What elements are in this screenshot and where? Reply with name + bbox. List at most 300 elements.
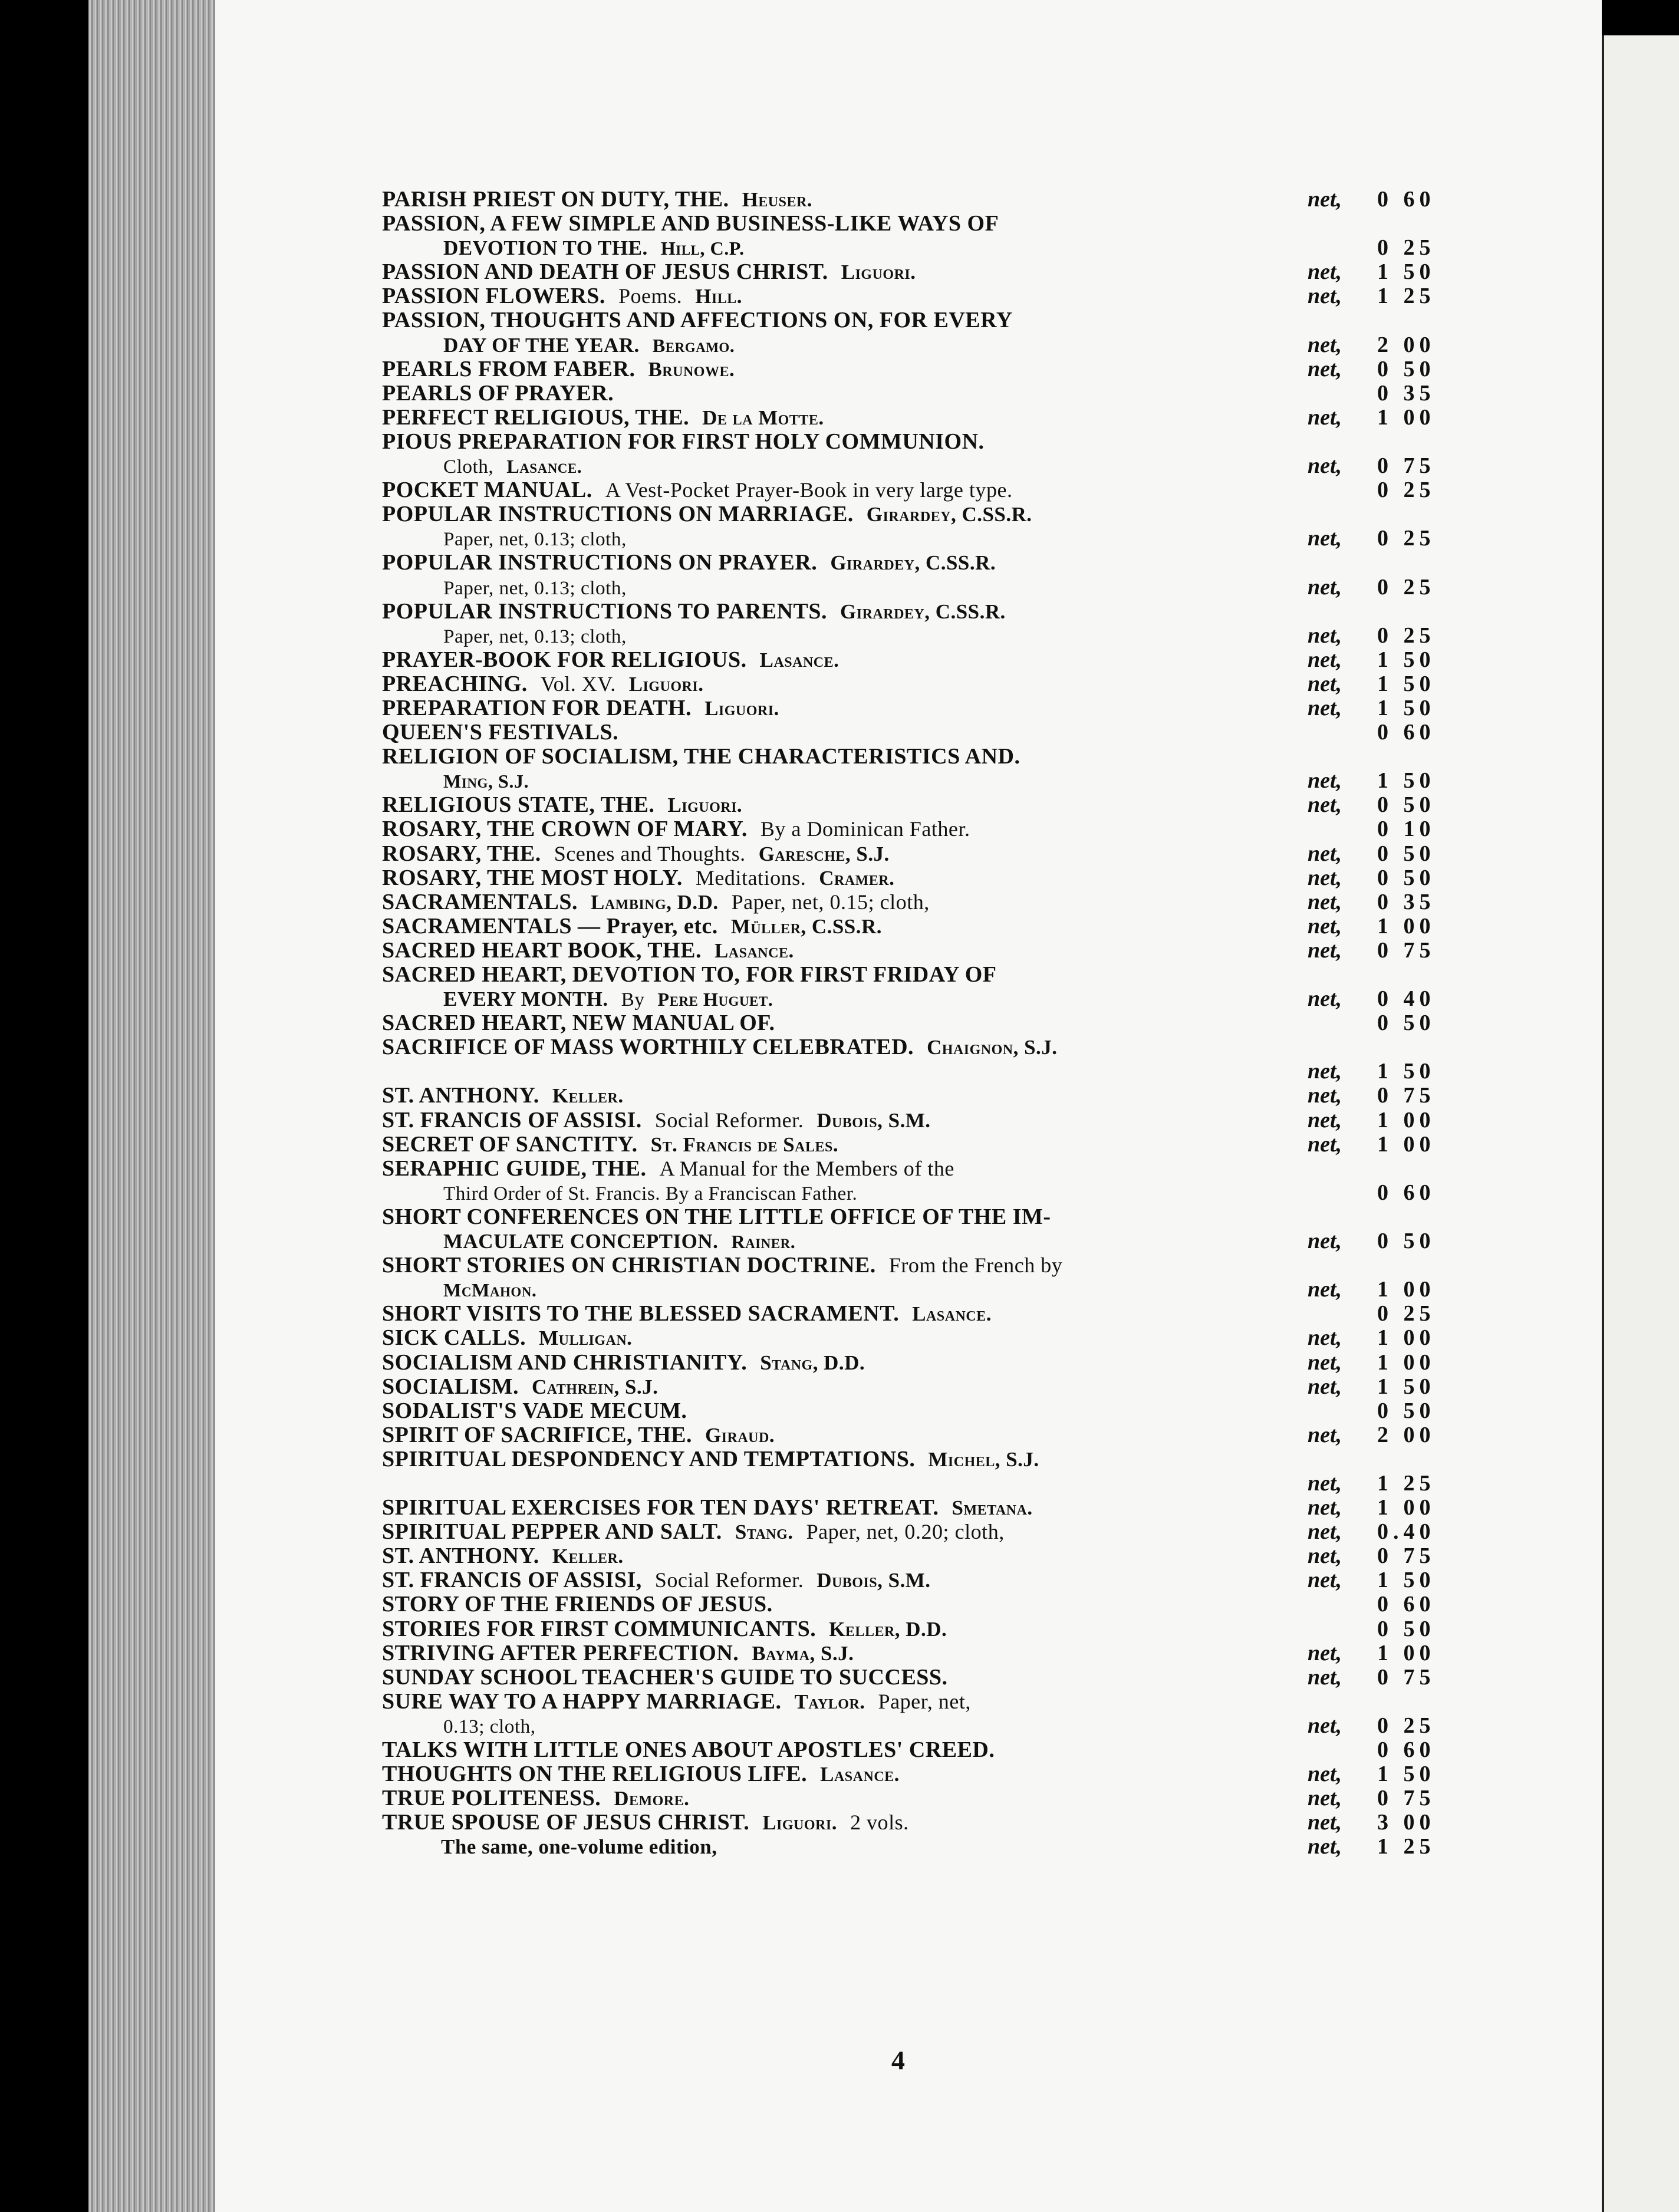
entry-title: EVERY MONTH.	[443, 988, 608, 1011]
entry-net-label: net,	[1308, 1834, 1342, 1859]
entry-net-label: net,	[1308, 1762, 1342, 1787]
entry-price: 0 50	[1377, 1010, 1436, 1036]
book-page-edges	[88, 0, 215, 2212]
entry-note: Vol. XV.	[540, 672, 616, 696]
entry-price: 1 50	[1377, 671, 1436, 696]
entry-price: 2 00	[1377, 332, 1436, 357]
entry-net-label: net,	[1308, 1470, 1342, 1496]
entry-text	[382, 1641, 854, 1665]
entry-author: Ming, S.J.	[443, 771, 529, 792]
entry-price: 0 60	[1377, 720, 1436, 745]
catalog-entry	[382, 695, 1436, 720]
entry-title: PEARLS FROM FABER.	[382, 356, 636, 381]
entry-author: Keller.	[552, 1084, 624, 1108]
entry-price: 1 00	[1377, 1131, 1436, 1157]
entry-author: Dubois, S.M.	[817, 1108, 931, 1132]
catalog-entry	[382, 1616, 1436, 1641]
entry-author: Cramer.	[819, 866, 895, 890]
catalog-entry	[382, 1690, 1425, 1714]
entry-title: RELIGIOUS STATE, THE.	[382, 792, 655, 818]
entry-title: PREACHING.	[382, 671, 528, 696]
catalog-entry	[382, 1131, 1436, 1157]
entry-price: 0 25	[1377, 235, 1436, 261]
catalog-entry	[382, 332, 1436, 357]
entry-net-label: net,	[1308, 1640, 1342, 1665]
entry-price: 1 25	[1377, 284, 1436, 309]
entry-title: SACRAMENTALS — Prayer, etc.	[382, 913, 718, 939]
entry-note: Cloth,	[443, 456, 494, 478]
entry-title: ST. ANTHONY.	[382, 1543, 539, 1569]
entry-price: 1 50	[1377, 647, 1436, 672]
entry-text	[443, 454, 582, 479]
entry-author: Liguori.	[667, 794, 743, 817]
catalog-entry	[382, 187, 1436, 212]
entry-title: ST. FRANCIS OF ASSISI.	[382, 1107, 642, 1133]
entry-price: 0 25	[1377, 478, 1436, 503]
catalog-entry	[382, 1010, 1436, 1036]
entry-title: ROSARY, THE CROWN OF MARY.	[382, 817, 748, 842]
entry-net-label: net,	[1308, 623, 1342, 648]
entry-net-label: net,	[1308, 1277, 1342, 1302]
entry-author: Brunowe.	[648, 357, 735, 381]
entry-price: 1 25	[1377, 1470, 1436, 1496]
entry-price: 1 00	[1377, 913, 1436, 939]
entry-title: SACRIFICE OF MASS WORTHILY CELEBRATED.	[382, 1035, 914, 1060]
entry-title: SPIRITUAL PEPPER AND SALT.	[382, 1519, 722, 1545]
entry-price: 0 75	[1377, 1664, 1436, 1690]
entry-author: Lambing, D.D.	[591, 890, 719, 914]
catalog-entry	[382, 1349, 1436, 1375]
entry-title: PASSION, A FEW SIMPLE AND BUSINESS-LIKE WAYS OF	[382, 211, 999, 236]
entry-title: TALKS WITH LITTLE ONES ABOUT APOSTLES' CREED.	[382, 1737, 995, 1762]
entry-price: 0 50	[1377, 356, 1436, 381]
entry-net-label: net,	[1308, 889, 1342, 914]
entry-note: A Manual for the Members of the	[659, 1156, 954, 1180]
entry-text	[443, 987, 773, 1012]
entry-text	[382, 1302, 992, 1326]
catalog-entry	[382, 1713, 1436, 1738]
catalog-entry	[382, 1786, 1436, 1811]
catalog-entry	[382, 963, 1425, 987]
entry-author: Cathrein, S.J.	[532, 1375, 659, 1398]
entry-text	[382, 1084, 624, 1108]
entry-price: 0 60	[1377, 187, 1436, 212]
entry-price: 0 25	[1377, 623, 1436, 648]
entry-text	[382, 1133, 838, 1157]
entry-price: 0 60	[1377, 1180, 1436, 1205]
entry-net-label: net,	[1308, 1519, 1342, 1545]
entry-title: SACRED HEART BOOK, THE.	[382, 937, 702, 963]
entry-text	[382, 308, 1013, 333]
entry-text	[382, 212, 999, 236]
entry-author: Keller.	[552, 1545, 624, 1568]
entry-net-label: net,	[1308, 1568, 1342, 1593]
entry-price: 1 50	[1377, 1568, 1436, 1593]
entry-title: SERAPHIC GUIDE, THE.	[382, 1156, 647, 1181]
catalog-entry	[382, 1229, 1436, 1254]
catalog-entry	[382, 1205, 1425, 1229]
entry-note: Paper, net, 0.13; cloth,	[443, 528, 627, 551]
entry-net-label: net,	[1308, 259, 1342, 285]
entry-author: Mulligan.	[539, 1326, 633, 1350]
entry-price: 0 50	[1377, 1398, 1436, 1423]
catalog-entry	[382, 1059, 1436, 1084]
entry-net-label: net,	[1308, 792, 1342, 818]
entry-net-label: net,	[1308, 1325, 1342, 1351]
entry-text	[382, 842, 890, 866]
entry-net-label: net,	[1308, 1059, 1342, 1084]
catalog-entry	[382, 768, 1436, 794]
entry-title: STORIES FOR FIRST COMMUNICANTS.	[382, 1616, 817, 1641]
entry-text	[382, 1447, 1039, 1472]
entry-title: SACRED HEART, NEW MANUAL OF.	[382, 1010, 775, 1036]
catalog-entry	[382, 1762, 1436, 1787]
entry-note: By	[621, 989, 645, 1011]
entry-price: 1 50	[1377, 1059, 1436, 1084]
entry-note: 2 vols.	[850, 1811, 909, 1835]
entry-text	[382, 1399, 687, 1423]
catalog-entry	[382, 1495, 1436, 1520]
entry-note: Paper, net, 0.20; cloth,	[806, 1520, 1005, 1544]
entry-text	[382, 1496, 1033, 1520]
entry-text	[382, 720, 618, 745]
entry-net-label: net,	[1308, 1786, 1342, 1811]
entry-title: SPIRITUAL EXERCISES FOR TEN DAYS' RETREAT.	[382, 1495, 939, 1520]
entry-text	[382, 284, 742, 308]
catalog-entry	[382, 404, 1436, 430]
entry-text	[382, 648, 839, 672]
entry-author: McMahon.	[443, 1279, 537, 1301]
entry-title: ROSARY, THE MOST HOLY.	[382, 865, 683, 890]
catalog-entry	[382, 720, 1436, 745]
entry-price: 0 60	[1377, 1737, 1436, 1762]
entry-note: From the French by	[888, 1253, 1063, 1278]
entry-text	[443, 575, 627, 600]
catalog-entry	[382, 1568, 1436, 1593]
entry-net-label: net,	[1308, 1713, 1342, 1738]
entry-text	[382, 1520, 1005, 1544]
entry-text	[382, 600, 1006, 624]
entry-price: 1 50	[1377, 1374, 1436, 1399]
entry-author: Pere Huguet.	[657, 989, 773, 1010]
entry-net-label: net,	[1308, 1810, 1342, 1835]
entry-text	[382, 817, 970, 841]
catalog-entry	[382, 1180, 1436, 1205]
entry-text	[382, 1762, 900, 1786]
entry-text	[382, 1011, 775, 1035]
entry-note: Scenes and Thoughts.	[554, 841, 746, 865]
catalog-entry	[382, 1157, 1425, 1181]
entry-text	[382, 1205, 1051, 1229]
entry-text	[382, 381, 614, 406]
entry-price: 1 50	[1377, 259, 1436, 285]
catalog-entry	[382, 1447, 1425, 1472]
catalog-entry	[382, 526, 1436, 551]
catalog-entry	[382, 453, 1436, 479]
entry-price: 0 50	[1377, 841, 1436, 866]
entry-price: 0 75	[1377, 1083, 1436, 1108]
entry-price: 0 60	[1377, 1592, 1436, 1617]
entry-text	[382, 1617, 947, 1641]
entry-price: 1 50	[1377, 695, 1436, 720]
entry-note: Meditations.	[695, 865, 806, 890]
entry-net-label: net,	[1308, 841, 1342, 866]
entry-price: 0 25	[1377, 526, 1436, 551]
catalog-entry	[382, 745, 1425, 769]
entry-text	[382, 1351, 865, 1375]
entry-title: SACRAMENTALS.	[382, 889, 578, 914]
entry-text	[382, 502, 1032, 526]
entry-author: Hill.	[695, 285, 742, 308]
entry-title: TRUE POLITENESS.	[382, 1786, 601, 1811]
entry-title: DEVOTION TO THE.	[443, 236, 648, 260]
entry-author: Bayma, S.J.	[752, 1641, 854, 1665]
entry-text	[382, 1786, 689, 1811]
entry-author: Lasance.	[714, 939, 794, 962]
catalog-entry	[382, 1519, 1436, 1545]
entry-title: STORY OF THE FRIENDS OF JESUS.	[382, 1592, 773, 1617]
catalog-entry	[382, 1470, 1436, 1496]
catalog-entry	[382, 502, 1425, 526]
entry-title: THOUGHTS ON THE RELIGIOUS LIFE.	[382, 1762, 808, 1787]
entry-note: Poems.	[618, 284, 683, 308]
entry-text	[382, 478, 1013, 502]
catalog-entry	[382, 356, 1436, 381]
entry-text	[382, 357, 735, 381]
entry-title: SUNDAY SCHOOL TEACHER'S GUIDE TO SUCCESS.	[382, 1664, 948, 1690]
entry-title: SACRED HEART, DEVOTION TO, FOR FIRST FRIDAY OF	[382, 962, 997, 987]
entry-title: SURE WAY TO A HAPPY MARRIAGE.	[382, 1688, 782, 1714]
catalog-entry	[382, 1374, 1436, 1399]
catalog-list	[382, 187, 1436, 1859]
entry-author: Hill, C.P.	[660, 238, 745, 259]
entry-price: 0 50	[1377, 865, 1436, 890]
catalog-entry	[382, 889, 1436, 914]
entry-price: 0 75	[1377, 937, 1436, 963]
entry-author: Dubois, S.M.	[817, 1569, 931, 1592]
entry-title: SOCIALISM AND CHRISTIANITY.	[382, 1349, 748, 1375]
catalog-entry	[382, 817, 1436, 842]
catalog-entry	[382, 235, 1436, 261]
entry-net-label: net,	[1308, 695, 1342, 720]
entry-author: Liguori.	[704, 696, 779, 720]
entry-author: Keller, D.D.	[829, 1617, 947, 1641]
entry-title: PASSION, THOUGHTS AND AFFECTIONS ON, FOR EVERY	[382, 308, 1013, 333]
entry-price: 1 50	[1377, 1762, 1436, 1787]
catalog-entry	[382, 913, 1436, 939]
entry-text	[443, 1714, 536, 1739]
catalog-entry	[382, 841, 1436, 866]
catalog-entry	[382, 986, 1436, 1012]
entry-text	[382, 551, 996, 575]
entry-price: 0 50	[1377, 1229, 1436, 1254]
catalog-entry	[382, 1543, 1436, 1569]
entry-text	[382, 1690, 971, 1714]
entry-author: Girardey, C.SS.R.	[830, 551, 996, 575]
entry-title: PARISH PRIEST ON DUTY, THE.	[382, 187, 729, 212]
entry-author: Lasance.	[506, 456, 582, 478]
entry-text	[382, 1544, 624, 1568]
entry-text	[382, 1568, 931, 1592]
entry-price: 0 35	[1377, 380, 1436, 406]
entry-author: Bergamo.	[652, 334, 735, 356]
entry-price: 1 00	[1377, 1325, 1436, 1351]
entry-net-label: net,	[1308, 1422, 1342, 1447]
catalog-entry	[382, 478, 1436, 503]
entry-price: 1 00	[1377, 1277, 1436, 1302]
entry-net-label: net,	[1308, 1543, 1342, 1569]
entry-price: 0 75	[1377, 1786, 1436, 1811]
entry-author: Giraud.	[704, 1423, 775, 1447]
catalog-entry	[382, 380, 1436, 406]
entry-title: POPULAR INSTRUCTIONS ON MARRIAGE.	[382, 502, 854, 527]
entry-price: 0 75	[1377, 453, 1436, 479]
entry-author: Liguori.	[841, 261, 916, 284]
entry-author: Demore.	[614, 1787, 690, 1811]
entry-price: 0 25	[1377, 1713, 1436, 1738]
entry-net-label: net,	[1308, 1229, 1342, 1254]
entry-title: SHORT VISITS TO THE BLESSED SACRAMENT.	[382, 1301, 900, 1326]
entry-title: POPULAR INSTRUCTIONS ON PRAYER.	[382, 550, 818, 575]
catalog-entry	[382, 623, 1436, 648]
entry-note: Social Reformer.	[654, 1568, 804, 1592]
entry-price: 1 00	[1377, 1107, 1436, 1133]
catalog-entry	[382, 1810, 1436, 1835]
entry-price: 1 25	[1377, 1834, 1436, 1859]
entry-price: 0 10	[1377, 817, 1436, 842]
entry-net-label: net,	[1308, 913, 1342, 939]
entry-note: Paper, net, 0.15; cloth,	[731, 890, 930, 914]
entry-text	[443, 1278, 536, 1302]
entry-author: Müller, C.SS.R.	[730, 914, 882, 938]
entry-net-label: net,	[1308, 986, 1342, 1012]
entry-text	[382, 914, 882, 939]
catalog-entry	[382, 259, 1436, 285]
entry-text	[443, 333, 735, 358]
entry-text	[382, 866, 894, 890]
entry-text	[441, 1835, 717, 1859]
entry-net-label: net,	[1308, 865, 1342, 890]
entry-title: SPIRIT OF SACRIFICE, THE.	[382, 1422, 692, 1447]
entry-note: A Vest-Pocket Prayer-Book in very large type.	[605, 478, 1013, 502]
catalog-entry	[382, 1301, 1436, 1326]
entry-net-label: net,	[1308, 1664, 1342, 1690]
entry-text	[382, 1665, 948, 1690]
catalog-entry	[382, 551, 1425, 575]
entry-title: SHORT STORIES ON CHRISTIAN DOCTRINE.	[382, 1253, 876, 1278]
entry-net-label: net,	[1308, 1083, 1342, 1108]
entry-title: PRAYER-BOOK FOR RELIGIOUS.	[382, 647, 747, 672]
entry-author: Stang.	[735, 1520, 794, 1544]
entry-text	[382, 260, 916, 284]
entry-title: STRIVING AFTER PERFECTION.	[382, 1640, 739, 1665]
entry-net-label: net,	[1308, 1495, 1342, 1520]
catalog-entry	[382, 284, 1436, 309]
catalog-entry	[382, 1325, 1436, 1351]
entry-net-label: net,	[1308, 404, 1342, 430]
entry-text	[382, 1253, 1062, 1278]
entry-price: 0 25	[1377, 1301, 1436, 1326]
catalog-entry	[382, 1035, 1425, 1059]
entry-author: Girardey, C.SS.R.	[840, 600, 1006, 623]
catalog-entry	[382, 1640, 1436, 1665]
entry-title: POPULAR INSTRUCTIONS TO PARENTS.	[382, 598, 828, 624]
catalog-entry	[382, 1253, 1425, 1278]
entry-text	[443, 624, 627, 649]
entry-author: Girardey, C.SS.R.	[866, 503, 1032, 526]
entry-net-label: net,	[1308, 937, 1342, 963]
entry-title: SHORT CONFERENCES ON THE LITTLE OFFICE OF THE IM-	[382, 1204, 1051, 1229]
entry-author: Liguori.	[762, 1811, 837, 1835]
entry-title: SICK CALLS.	[382, 1325, 526, 1351]
entry-title: PREPARATION FOR DEATH.	[382, 695, 692, 720]
entry-author: Lasance.	[759, 648, 840, 672]
entry-author: St. Francis de Sales.	[650, 1133, 839, 1156]
entry-note: Paper, net, 0.13; cloth,	[443, 625, 627, 647]
entry-author: Heuser.	[742, 188, 813, 211]
entry-note: Social Reformer.	[654, 1108, 804, 1132]
entry-note: By a Dominican Father.	[760, 817, 970, 841]
entry-note: Paper, net, 0.13; cloth,	[443, 577, 627, 599]
catalog-entry	[382, 671, 1436, 696]
page-number: 4	[891, 2045, 905, 2075]
facing-page-edge	[1602, 35, 1679, 2212]
entry-text	[382, 890, 930, 914]
entry-price: 1 00	[1377, 1495, 1436, 1520]
entry-net-label: net,	[1308, 453, 1342, 479]
entry-text	[382, 1108, 931, 1133]
entry-text	[382, 430, 985, 454]
entry-price: 0 25	[1377, 574, 1436, 600]
entry-net-label: net,	[1308, 647, 1342, 672]
entry-text	[382, 745, 1020, 769]
entry-title: ROSARY, THE.	[382, 841, 541, 866]
entry-price: 0 50	[1377, 1616, 1436, 1641]
entry-title: POCKET MANUAL.	[382, 478, 592, 503]
entry-text	[382, 187, 812, 212]
entry-author: Chaignon, S.J.	[927, 1036, 1058, 1059]
catalog-entry	[382, 1277, 1436, 1302]
entry-net-label: net,	[1308, 1131, 1342, 1157]
entry-author: Lasance.	[820, 1763, 900, 1786]
entry-note: 0.13; cloth,	[443, 1715, 536, 1737]
entry-author: Liguori.	[628, 672, 704, 696]
entry-text	[443, 769, 529, 794]
entry-title: PASSION AND DEATH OF JESUS CHRIST.	[382, 259, 828, 285]
entry-price: 0 50	[1377, 792, 1436, 818]
entry-net-label: net,	[1308, 1107, 1342, 1133]
catalog-entry	[382, 1592, 1436, 1617]
entry-title: MACULATE CONCEPTION.	[443, 1230, 719, 1253]
entry-text	[382, 1375, 658, 1399]
catalog-entry	[382, 937, 1436, 963]
entry-title: PASSION FLOWERS.	[382, 284, 605, 309]
entry-net-label: net,	[1308, 526, 1342, 551]
entry-text	[382, 1157, 954, 1181]
entry-note: Paper, net,	[878, 1689, 971, 1713]
entry-title: ST. ANTHONY.	[382, 1083, 539, 1108]
entry-author: Lasance.	[912, 1302, 992, 1326]
entry-title: PEARLS OF PRAYER.	[382, 380, 614, 406]
entry-title: PIOUS PREPARATION FOR FIRST HOLY COMMUNION.	[382, 429, 985, 454]
entry-text	[443, 1229, 795, 1254]
catalog-entry	[382, 574, 1436, 600]
entry-text	[382, 1423, 775, 1447]
entry-text	[443, 526, 627, 551]
entry-title: TRUE SPOUSE OF JESUS CHRIST.	[382, 1810, 750, 1835]
entry-text	[382, 1592, 773, 1617]
catalog-entry	[382, 1664, 1436, 1690]
